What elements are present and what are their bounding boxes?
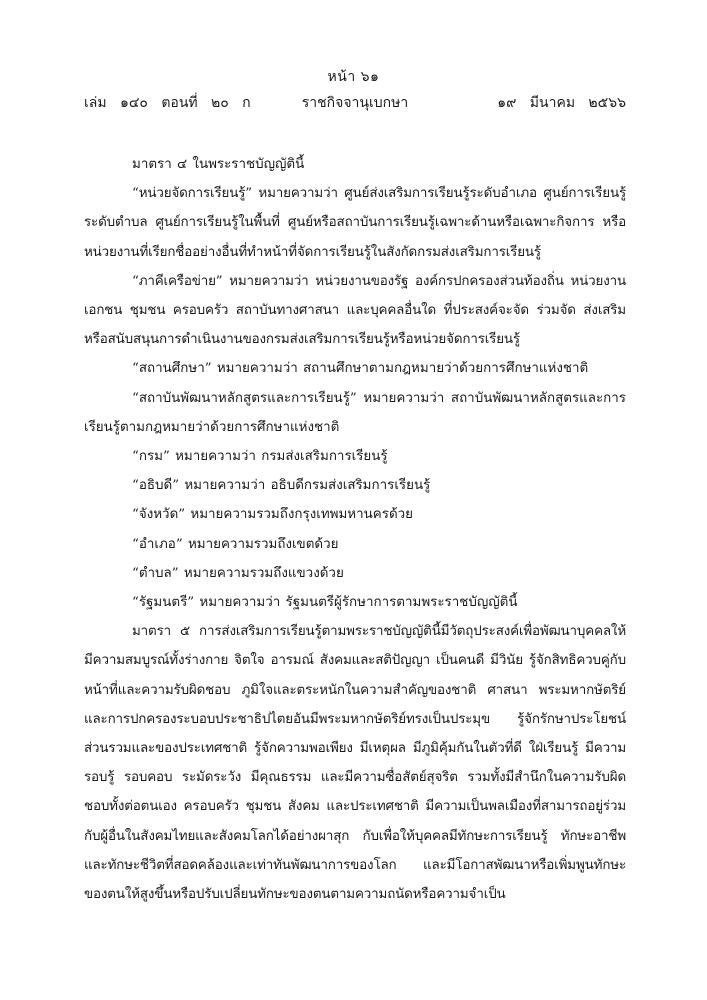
definition-district: “อำเภอ” หมายความรวมถึงเขตด้วย <box>132 536 339 552</box>
page-number: หน้า ๖๑ <box>327 69 380 85</box>
definition-network-partner: “ภาคีเครือข่าย” หมายความว่า หน่วยงานของรัฐ องค์กรปกครองส่วนท้องถิ่น หน่วยงานเอกชน ชุมชน ครอบครัว สถาบันทางศาสนา และบุคคลอื่นใด ที่ประสงค์จะจัด ร่วมจัด ส่งเสริม หรือสนับสนุนการดำเนินงานของกรมส่งเสริมการเรียนรู้หรือหน่วยจัดการเรียนรู้ <box>84 273 626 348</box>
definition-subdistrict: “ตำบล” หมายความรวมถึงแขวงด้วย <box>132 565 344 581</box>
definition-province: “จังหวัด” หมายความรวมถึงกรุงเทพมหานครด้วย <box>132 507 414 523</box>
publication-title: ราชกิจจานุเบกษา <box>301 95 409 111</box>
definition-learning-unit: “หน่วยจัดการเรียนรู้” หมายความว่า ศูนย์ส่งเสริมการเรียนรู้ระดับอำเภอ ศูนย์การเรียนรู้ระดับตำบล ศูนย์การเรียนรู้ในพื้นที่ ศูนย์หรือสถาบันการเรียนรู้เฉพาะด้านหรือเฉพาะกิจการ หรือหน่วยงานที่เรียกชื่ออย่างอื่นที่ทำหน้าที่จัดการเรียนรู้ในสังกัดกรมส่งเสริมการเรียนรู้ <box>84 186 626 260</box>
definition-minister: “รัฐมนตรี” หมายความว่า รัฐมนตรีผู้รักษาการตามพระราชบัญญัตินี้ <box>132 595 518 611</box>
publication-date: ๑๙ มีนาคม ๒๕๖๖ <box>497 95 626 111</box>
definition-curriculum-institute: “สถาบันพัฒนาหลักสูตรและการเรียนรู้” หมายความว่า สถาบันพัฒนาหลักสูตรและการเรียนรู้ตามกฎหมายว่าด้วยการศึกษาแห่งชาติ <box>84 390 626 435</box>
section-5-paragraph: มาตรา ๕ การส่งเสริมการเรียนรู้ตามพระราชบัญญัตินี้มีวัตถุประสงค์เพื่อพัฒนาบุคคลให้มีความสมบูรณ์ทั้งร่างกาย จิตใจ อารมณ์ สังคมและสติปัญญา เป็นคนดี มีวินัย รู้จักสิทธิควบคู่กับหน้าที่และความรับผิดชอบ ภูมิใจและตระหนักในความสำคัญของชาติ ศาสนา พระมหากษัตริย์ และการปกครองระบอบประชาธิปไตยอันมีพระมหากษัตริย์ทรงเป็นประมุข รู้จักรักษาประโยชน์ส่วนรวมและของประเทศชาติ รู้จักความพอเพียง มีเหตุผล มีภูมิคุ้มกันในตัวที่ดี ใฝ่เรียนรู้ มีความรอบรู้ รอบคอบ ระมัดระวัง มีคุณธรรม และมีความซื่อสัตย์สุจริต รวมทั้งมีสำนึกในความรับผิดชอบทั้งต่อตนเอง ครอบครัว ชุมชน สังคม และประเทศชาติ มีความเป็นพลเมืองที่สามารถอยู่ร่วมกับผู้อื่นในสังคมไทยและสังคมโลกได้อย่างผาสุก กับเพื่อให้บุคคลมีทักษะการเรียนรู้ ทักษะอาชีพ และทักษะชีวิตที่สอดคล้องและเท่าทันพัฒนาการของโลก และมีโอกาสพัฒนาหรือเพิ่มพูนทักษะของตนให้สูงขึ้นหรือปรับเปลี่ยนทักษะของตนตามความถนัดหรือความจำเป็น <box>84 624 626 903</box>
volume-info: เล่ม ๑๔๐ ตอนที่ ๒๐ ก <box>84 95 251 111</box>
definition-director-general: “อธิบดี” หมายความว่า อธิบดีกรมส่งเสริมการเรียนรู้ <box>132 478 431 494</box>
section-4-heading: มาตรา ๔ ในพระราชบัญญัตินี้ <box>132 157 305 172</box>
running-header <box>84 92 626 112</box>
document-body <box>84 150 626 909</box>
definition-educational-institution: “สถานศึกษา” หมายความว่า สถานศึกษาตามกฎหมายว่าด้วยการศึกษาแห่งชาติ <box>132 361 589 377</box>
definition-department: “กรม” หมายความว่า กรมส่งเสริมการเรียนรู้ <box>132 449 388 465</box>
